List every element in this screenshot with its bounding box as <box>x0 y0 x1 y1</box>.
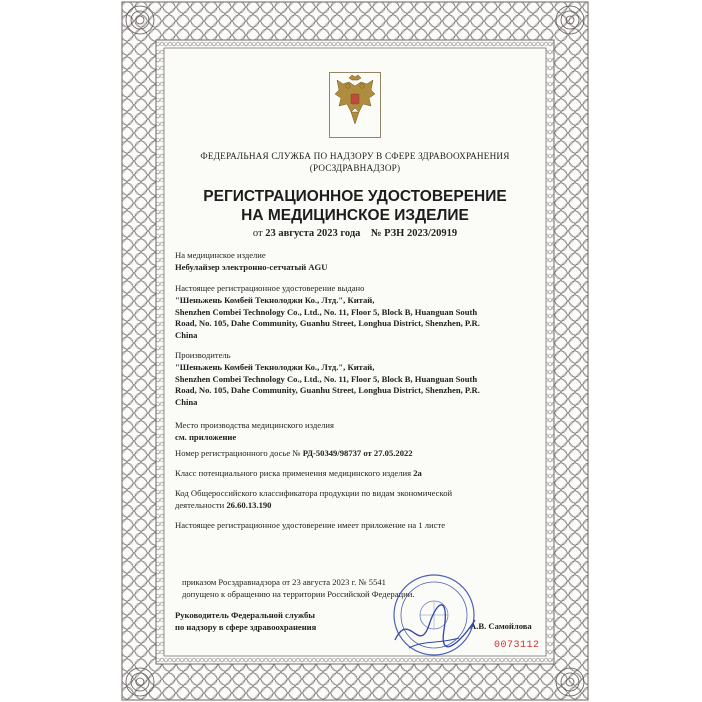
coat-of-arms-emblem <box>329 72 381 138</box>
agency-line-1: ФЕДЕРАЛЬНАЯ СЛУЖБА ПО НАДЗОРУ В СФЕРЕ ЗДРАВООХРАНЕНИЯ <box>200 151 510 161</box>
manufacturer-line: China <box>175 397 198 408</box>
okpd-value: 26.60.13.190 <box>226 499 272 510</box>
manufacturer-line: Road, No. 105, Dahe Community, Guanhu Street, Longhua District, Shenzhen, P.R. <box>175 385 480 396</box>
document-title-line-1: РЕГИСТРАЦИОННОЕ УДОСТОВЕРЕНИЕ <box>203 188 507 205</box>
serial-number: 0073112 <box>494 640 540 651</box>
document-title-line-2: НА МЕДИЦИНСКОЕ ИЗДЕЛИЕ <box>241 207 469 224</box>
signatory-name: А.В. Самойлова <box>470 621 532 631</box>
number-sign: № <box>370 228 382 239</box>
signatory-title-line-1: Руководитель Федеральной службы <box>175 610 316 620</box>
manufacturer-label: Производитель <box>175 350 231 360</box>
dossier-value: РД-50349/98737 от 27.05.2022 <box>302 448 413 458</box>
device-label: На медицинское изделие <box>175 250 266 260</box>
date-and-number <box>157 228 553 239</box>
issued-to-line: "Шеньжень Комбей Текнолоджи Ко., Лтд.", Китай, <box>175 294 375 305</box>
order-section <box>182 577 554 601</box>
risk-class-section <box>175 468 547 480</box>
okpd-label-line-2: деятельности <box>175 499 225 510</box>
dossier-label: Номер регистрационного досье № <box>175 448 301 458</box>
production-place-value: см. приложение <box>175 431 237 442</box>
manufacturer-line: Shenzhen Combei Technology Co., Ltd., No. 11, Floor 5, Block B, Huanguan South <box>175 373 478 384</box>
date-prefix: от <box>252 228 263 239</box>
dossier-section <box>175 448 547 460</box>
order-line-2: допущено к обращению на территории Российской Федерации. <box>182 588 415 599</box>
manufacturer-line: "Шеньжень Комбей Текнолоджи Ко., Лтд.", Китай, <box>175 361 375 372</box>
device-section <box>175 250 547 274</box>
signatory-name-block <box>470 621 550 633</box>
risk-class-label: Класс потенциального риска применения медицинского изделия <box>175 468 412 478</box>
production-place-section <box>175 420 547 444</box>
agency-name <box>157 150 553 174</box>
issued-to-line: Shenzhen Combei Technology Co., Ltd., No. 11, Floor 5, Block B, Huanguan South <box>175 306 478 317</box>
production-place-label: Место производства медицинского изделия <box>175 420 334 430</box>
device-value: Небулайзер электронно-сетчатый AGU <box>175 261 328 272</box>
signatory-title-line-2: по надзору в сфере здравоохранения <box>175 621 317 632</box>
order-line-1: приказом Росздравнадзора от 23 августа 2023 г. № 5541 <box>182 577 386 587</box>
issued-to-line: China <box>175 330 198 341</box>
appendix-text: Настоящее регистрационное удостоверение имеет приложение на 1 листе <box>175 520 446 530</box>
appendix-section <box>175 520 547 532</box>
issue-date: 23 августа 2023 года <box>265 228 361 239</box>
okpd-label-line-1: Код Общероссийского классификатора продукции по видам экономической <box>175 488 453 498</box>
okpd-section <box>175 488 547 512</box>
agency-line-2: (РОСЗДРАВНАДЗОР) <box>309 163 401 173</box>
manufacturer-section <box>175 350 547 409</box>
issued-to-line: Road, No. 105, Dahe Community, Guanhu Street, Longhua District, Shenzhen, P.R. <box>175 318 480 329</box>
official-stamp <box>389 570 479 660</box>
issued-to-section <box>175 283 547 342</box>
issued-to-label: Настоящее регистрационное удостоверение выдано <box>175 283 365 293</box>
certificate-content <box>157 60 553 680</box>
risk-class-value: 2а <box>413 468 422 478</box>
registration-number: РЗН 2023/20919 <box>384 228 458 239</box>
